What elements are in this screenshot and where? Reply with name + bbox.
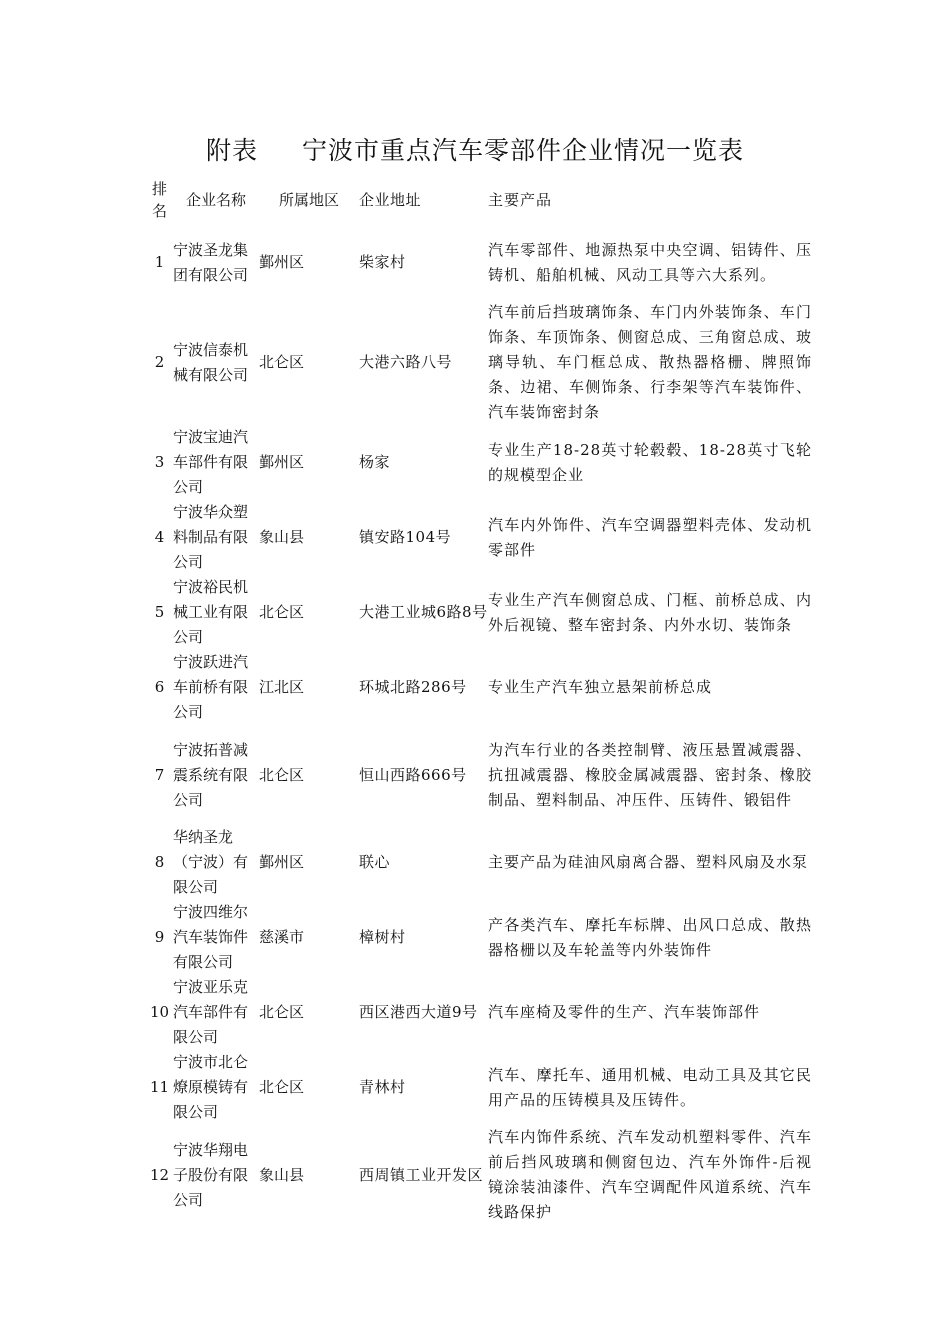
enterprise-table: [146, 175, 812, 1225]
company-name-cell: 宁波裕民机械工业有限公司: [173, 578, 249, 646]
company-name-cell: 宁波圣龙集团有限公司: [173, 240, 249, 284]
address-cell: 环城北路286号: [359, 678, 467, 696]
company-name-cell: 宁波市北仑燎原模铸有限公司: [173, 1053, 249, 1121]
products-cell: 产各类汽车、摩托车标牌、出风口总成、散热器格栅以及车轮盖等内外装饰件: [488, 915, 812, 959]
products-cell: 汽车前后挡玻璃饰条、车门内外装饰条、车门饰条、车顶饰条、侧窗总成、三角窗总成、玻璃导轨、车门框总成、散热器格栅、牌照饰条、边裙、车侧饰条、行李架等汽车装饰件、汽车装饰密封条: [488, 303, 812, 421]
address-cell: 镇安路104号: [359, 528, 452, 546]
region-cell: 江北区: [259, 678, 305, 696]
products-cell: 专业生产汽车独立悬架前桥总成: [488, 678, 713, 696]
company-name-cell: 宁波拓普减震系统有限公司: [173, 740, 249, 809]
products-cell: 为汽车行业的各类控制臂、液压悬置减震器、抗扭减震器、橡胶金属减震器、密封条、橡胶制品、塑料制品、冲压件、压铸件、锻铝件: [488, 740, 812, 809]
address-cell: 西区港西大道9号: [359, 1003, 478, 1021]
table-row: [146, 225, 812, 300]
address-cell: 联心: [359, 853, 391, 871]
table-row: [146, 425, 812, 500]
region-cell: 慈溪市: [259, 928, 305, 946]
rank-cell: 5: [154, 603, 165, 621]
table-header-row: [146, 175, 812, 225]
rank-cell: 10: [149, 1003, 170, 1021]
company-name-cell: 宁波跃进汽车前桥有限公司: [173, 653, 249, 721]
region-cell: 北仑区: [259, 603, 305, 621]
table-row: [146, 725, 812, 825]
rank-cell: 12: [149, 1165, 170, 1184]
company-name-cell: 宁波华翔电子股份有限公司: [173, 1140, 249, 1209]
table-row: [146, 975, 812, 1050]
rank-cell: 2: [154, 353, 165, 371]
address-cell: 大港六路八号: [359, 353, 453, 371]
company-name-cell: 宁波华众塑料制品有限公司: [173, 503, 249, 571]
rank-cell: 11: [149, 1078, 170, 1096]
company-name-cell: 华纳圣龙（宁波）有限公司: [173, 828, 249, 896]
header-products: 主要产品: [488, 190, 553, 209]
products-cell: 主要产品为硅油风扇离合器、塑料风扇及水泵: [488, 853, 809, 871]
rank-cell: 8: [154, 853, 165, 871]
rank-cell: 3: [154, 453, 165, 471]
company-name-cell: 宁波信泰机械有限公司: [173, 340, 249, 384]
address-cell: 青林村: [359, 1078, 406, 1096]
products-cell: 汽车座椅及零件的生产、汽车装饰部件: [488, 1003, 761, 1021]
table-row: [146, 900, 812, 975]
address-cell: 大港工业城6路8号: [359, 603, 488, 621]
products-cell: 汽车内外饰件、汽车空调器塑料壳体、发动机零部件: [488, 515, 812, 559]
products-cell: 汽车、摩托车、通用机械、电动工具及其它民用产品的压铸模具及压铸件。: [488, 1065, 812, 1109]
rank-cell: 1: [154, 253, 165, 271]
rank-cell: 9: [154, 928, 165, 946]
company-name-cell: 宁波四维尔汽车装饰件有限公司: [173, 903, 249, 971]
region-cell: 北仑区: [259, 765, 305, 784]
table-row: [146, 825, 812, 900]
region-cell: 象山县: [259, 1165, 305, 1184]
table-row: [146, 1125, 812, 1225]
company-name-cell: 宁波亚乐克汽车部件有限公司: [173, 978, 249, 1046]
address-cell: 柴家村: [359, 253, 406, 271]
region-cell: 鄞州区: [259, 453, 305, 471]
address-cell: 西周镇工业开发区: [359, 1165, 484, 1184]
region-cell: 象山县: [259, 528, 305, 546]
address-cell: 恒山西路666号: [359, 765, 467, 784]
title-main: 宁波市重点汽车零部件企业情况一览表: [302, 136, 745, 165]
header-region: 所属地区: [278, 190, 339, 209]
region-cell: 北仑区: [259, 1078, 305, 1096]
address-cell: 杨家: [359, 453, 391, 471]
rank-cell: 7: [154, 765, 165, 784]
region-cell: 鄞州区: [259, 253, 305, 271]
header-rank: 排名: [151, 180, 167, 220]
company-name-cell: 宁波宝迪汽车部件有限公司: [173, 428, 249, 496]
header-name: 企业名称: [185, 190, 246, 209]
region-cell: 北仑区: [259, 1003, 305, 1021]
table-row: [146, 1050, 812, 1125]
products-cell: 专业生产汽车侧窗总成、门框、前桥总成、内外后视镜、整车密封条、内外水切、装饰条: [488, 590, 812, 634]
table-row: [146, 500, 812, 575]
header-address: 企业地址: [359, 190, 422, 209]
region-cell: 鄞州区: [259, 853, 305, 871]
address-cell: 樟树村: [359, 928, 406, 946]
table-row: [146, 300, 812, 425]
rank-cell: 6: [154, 678, 165, 696]
rank-cell: 4: [154, 528, 165, 546]
region-cell: 北仑区: [259, 353, 305, 371]
products-cell: 专业生产18-28英寸轮毂毂、18-28英寸飞轮的规模型企业: [488, 440, 812, 484]
table-body: [146, 225, 812, 1225]
products-cell: 汽车内饰件系统、汽车发动机塑料零件、汽车前后挡风玻璃和侧窗包边、汽车外饰件-后视镜涂装油漆件、汽车空调配件风道系统、汽车线路保护: [488, 1128, 812, 1221]
products-cell: 汽车零部件、地源热泵中央空调、铝铸件、压铸机、船舶机械、风动工具等六大系列。: [488, 240, 812, 284]
page-title: [0, 133, 950, 169]
title-prefix: 附表: [205, 136, 258, 165]
table-row: [146, 575, 812, 650]
table-row: [146, 650, 812, 725]
